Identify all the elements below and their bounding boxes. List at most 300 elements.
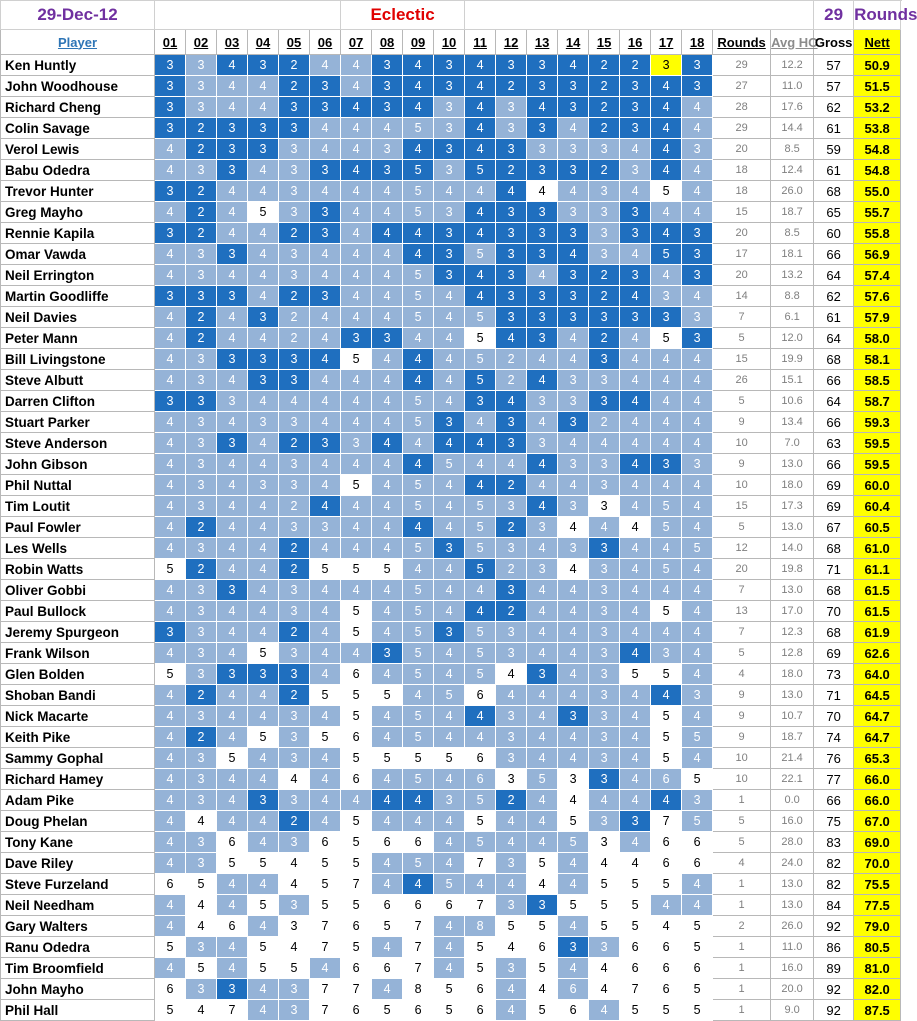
rounds-played: 15 bbox=[713, 202, 771, 223]
hole-score: 5 bbox=[403, 664, 434, 685]
table-row bbox=[1, 328, 901, 349]
table-row bbox=[1, 832, 901, 853]
hole-score: 3 bbox=[496, 265, 527, 286]
hole-score: 3 bbox=[186, 370, 217, 391]
hole-score: 4 bbox=[403, 559, 434, 580]
hole-score: 3 bbox=[496, 202, 527, 223]
nett-score: 82.0 bbox=[854, 979, 901, 1000]
hole-score: 4 bbox=[651, 202, 682, 223]
gross-score: 63 bbox=[814, 433, 854, 454]
hole-score: 3 bbox=[186, 580, 217, 601]
hole-score: 3 bbox=[434, 118, 465, 139]
table-row bbox=[1, 706, 901, 727]
hole-score: 3 bbox=[465, 391, 496, 412]
hole-score: 6 bbox=[682, 832, 713, 853]
hole-score: 2 bbox=[589, 97, 620, 118]
table-row bbox=[1, 454, 901, 475]
hole-score: 4 bbox=[620, 832, 651, 853]
hole-score: 6 bbox=[620, 958, 651, 979]
hole-score: 4 bbox=[620, 706, 651, 727]
hole-score: 3 bbox=[589, 727, 620, 748]
rounds-played: 20 bbox=[713, 139, 771, 160]
gross-score: 66 bbox=[814, 412, 854, 433]
gross-score: 77 bbox=[814, 769, 854, 790]
hole-score: 4 bbox=[558, 874, 589, 895]
hole-score: 4 bbox=[434, 370, 465, 391]
hole-score: 2 bbox=[279, 559, 310, 580]
player-name: Steve Furzeland bbox=[1, 874, 155, 895]
hole-score: 4 bbox=[620, 370, 651, 391]
hole-header: 01 bbox=[155, 30, 186, 55]
hole-score: 3 bbox=[496, 97, 527, 118]
rounds-played: 7 bbox=[713, 307, 771, 328]
table-row bbox=[1, 475, 901, 496]
hole-score: 3 bbox=[682, 328, 713, 349]
hole-score: 5 bbox=[620, 664, 651, 685]
hole-score: 3 bbox=[589, 139, 620, 160]
hole-score: 7 bbox=[310, 979, 341, 1000]
hole-score: 3 bbox=[496, 748, 527, 769]
gross-score: 64 bbox=[814, 391, 854, 412]
hole-score: 3 bbox=[558, 454, 589, 475]
hole-score: 3 bbox=[589, 349, 620, 370]
hole-score: 3 bbox=[186, 664, 217, 685]
hole-score: 2 bbox=[279, 433, 310, 454]
hole-score: 3 bbox=[279, 916, 310, 937]
nett-score: 87.5 bbox=[854, 1000, 901, 1021]
hole-score: 4 bbox=[651, 538, 682, 559]
hole-score: 4 bbox=[620, 244, 651, 265]
hole-score: 4 bbox=[403, 790, 434, 811]
table-row bbox=[1, 643, 901, 664]
hole-score: 3 bbox=[434, 160, 465, 181]
nett-score: 61.0 bbox=[854, 538, 901, 559]
hole-score: 4 bbox=[651, 370, 682, 391]
rounds-count: 29 bbox=[814, 1, 854, 30]
table-row bbox=[1, 601, 901, 622]
hole-score: 4 bbox=[589, 979, 620, 1000]
hole-score: 3 bbox=[248, 475, 279, 496]
hole-header: 03 bbox=[217, 30, 248, 55]
hole-score: 4 bbox=[465, 874, 496, 895]
hole-header: 09 bbox=[403, 30, 434, 55]
hole-score: 4 bbox=[155, 265, 186, 286]
player-name: Tony Kane bbox=[1, 832, 155, 853]
hole-score: 5 bbox=[155, 664, 186, 685]
gross-score: 57 bbox=[814, 76, 854, 97]
rounds-played: 1 bbox=[713, 937, 771, 958]
hole-score: 4 bbox=[527, 832, 558, 853]
nett-score: 79.0 bbox=[854, 916, 901, 937]
hole-score: 4 bbox=[403, 517, 434, 538]
hole-score: 4 bbox=[434, 181, 465, 202]
hole-score: 3 bbox=[496, 727, 527, 748]
hole-score: 4 bbox=[651, 349, 682, 370]
hole-score: 5 bbox=[651, 706, 682, 727]
hole-score: 3 bbox=[186, 244, 217, 265]
hole-score: 3 bbox=[186, 496, 217, 517]
hole-score: 4 bbox=[465, 97, 496, 118]
hole-score: 4 bbox=[217, 895, 248, 916]
hole-score: 7 bbox=[310, 916, 341, 937]
hole-score: 4 bbox=[651, 139, 682, 160]
hole-score: 4 bbox=[248, 874, 279, 895]
hole-header: 10 bbox=[434, 30, 465, 55]
hole-score: 3 bbox=[496, 622, 527, 643]
hole-score: 4 bbox=[310, 601, 341, 622]
hole-score: 4 bbox=[341, 55, 372, 76]
hole-score: 4 bbox=[341, 160, 372, 181]
hole-score: 4 bbox=[155, 454, 186, 475]
player-name: Keith Pike bbox=[1, 727, 155, 748]
hole-score: 3 bbox=[279, 265, 310, 286]
avg-handicap: 8.8 bbox=[771, 286, 814, 307]
hole-score: 6 bbox=[434, 895, 465, 916]
hole-score: 4 bbox=[372, 496, 403, 517]
hole-score: 3 bbox=[186, 937, 217, 958]
hole-score: 4 bbox=[341, 286, 372, 307]
gross-score: 64 bbox=[814, 265, 854, 286]
hole-score: 4 bbox=[186, 916, 217, 937]
hole-score: 4 bbox=[310, 664, 341, 685]
hole-score: 3 bbox=[217, 118, 248, 139]
hole-score: 4 bbox=[217, 643, 248, 664]
rounds-played: 1 bbox=[713, 979, 771, 1000]
hole-score: 3 bbox=[248, 349, 279, 370]
avg-handicap: 11.0 bbox=[771, 76, 814, 97]
hole-score: 5 bbox=[155, 937, 186, 958]
hole-score: 5 bbox=[310, 727, 341, 748]
hole-score: 4 bbox=[403, 97, 434, 118]
hole-score: 5 bbox=[372, 685, 403, 706]
rounds-played: 29 bbox=[713, 118, 771, 139]
nett-score: 50.9 bbox=[854, 55, 901, 76]
hole-score: 7 bbox=[310, 1000, 341, 1021]
hole-score: 5 bbox=[434, 454, 465, 475]
hole-score: 3 bbox=[434, 412, 465, 433]
hole-score: 3 bbox=[186, 412, 217, 433]
hole-score: 5 bbox=[527, 958, 558, 979]
avg-handicap: 13.0 bbox=[771, 895, 814, 916]
hole-score: 3 bbox=[589, 664, 620, 685]
hole-score: 6 bbox=[372, 895, 403, 916]
hole-score: 5 bbox=[465, 664, 496, 685]
avg-handicap: 22.1 bbox=[771, 769, 814, 790]
player-name: Tim Loutit bbox=[1, 496, 155, 517]
player-name: John Gibson bbox=[1, 454, 155, 475]
hole-score: 4 bbox=[310, 748, 341, 769]
avg-handicap: 16.0 bbox=[771, 958, 814, 979]
hole-score: 3 bbox=[496, 706, 527, 727]
avg-handicap: 8.5 bbox=[771, 223, 814, 244]
hole-score: 6 bbox=[341, 727, 372, 748]
hole-score: 3 bbox=[589, 937, 620, 958]
avg-handicap: 19.9 bbox=[771, 349, 814, 370]
hole-score: 4 bbox=[248, 454, 279, 475]
hole-score: 5 bbox=[341, 475, 372, 496]
hole-score: 4 bbox=[496, 181, 527, 202]
hole-score: 3 bbox=[558, 76, 589, 97]
hole-score: 5 bbox=[372, 748, 403, 769]
hole-score: 4 bbox=[620, 454, 651, 475]
rounds-played: 7 bbox=[713, 622, 771, 643]
hole-score: 4 bbox=[372, 307, 403, 328]
hole-score: 4 bbox=[527, 349, 558, 370]
table-row bbox=[1, 97, 901, 118]
table-row bbox=[1, 580, 901, 601]
hole-score: 5 bbox=[248, 727, 279, 748]
hole-score: 5 bbox=[403, 580, 434, 601]
hole-score: 3 bbox=[217, 286, 248, 307]
hole-score: 3 bbox=[527, 160, 558, 181]
hole-score: 3 bbox=[186, 286, 217, 307]
hole-score: 4 bbox=[155, 517, 186, 538]
gross-score: 84 bbox=[814, 895, 854, 916]
hole-score: 4 bbox=[341, 580, 372, 601]
hole-score: 5 bbox=[341, 895, 372, 916]
hole-score: 4 bbox=[434, 349, 465, 370]
hole-score: 4 bbox=[217, 412, 248, 433]
rounds-played: 9 bbox=[713, 706, 771, 727]
nett-score: 60.4 bbox=[854, 496, 901, 517]
hole-score: 4 bbox=[434, 580, 465, 601]
hole-score: 4 bbox=[558, 118, 589, 139]
hole-score: 3 bbox=[620, 76, 651, 97]
hole-score: 3 bbox=[496, 55, 527, 76]
hole-score: 4 bbox=[620, 391, 651, 412]
hole-score: 3 bbox=[558, 706, 589, 727]
table-row bbox=[1, 685, 901, 706]
hole-score: 3 bbox=[558, 223, 589, 244]
rounds-played: 18 bbox=[713, 181, 771, 202]
hole-score: 3 bbox=[558, 160, 589, 181]
table-row bbox=[1, 937, 901, 958]
hole-score: 3 bbox=[186, 790, 217, 811]
hole-score: 4 bbox=[310, 706, 341, 727]
hole-score: 4 bbox=[217, 937, 248, 958]
hole-score: 4 bbox=[372, 769, 403, 790]
hole-score: 3 bbox=[496, 223, 527, 244]
hole-score: 4 bbox=[155, 349, 186, 370]
hole-score: 3 bbox=[186, 706, 217, 727]
hole-score: 5 bbox=[341, 748, 372, 769]
avg-handicap: 13.0 bbox=[771, 874, 814, 895]
nett-score: 53.8 bbox=[854, 118, 901, 139]
hole-score: 3 bbox=[186, 748, 217, 769]
rounds-played: 20 bbox=[713, 559, 771, 580]
hole-score: 5 bbox=[589, 895, 620, 916]
hole-score: 3 bbox=[558, 202, 589, 223]
avg-handicap: 18.0 bbox=[771, 664, 814, 685]
hole-score: 4 bbox=[372, 223, 403, 244]
nett-score: 61.5 bbox=[854, 601, 901, 622]
table-row bbox=[1, 139, 901, 160]
hole-score: 6 bbox=[651, 853, 682, 874]
hole-score: 5 bbox=[248, 853, 279, 874]
table-row bbox=[1, 433, 901, 454]
hole-score: 3 bbox=[434, 139, 465, 160]
table-row bbox=[1, 181, 901, 202]
gross-score: 67 bbox=[814, 517, 854, 538]
hole-score: 3 bbox=[682, 223, 713, 244]
hole-score: 5 bbox=[310, 895, 341, 916]
avg-handicap: 17.3 bbox=[771, 496, 814, 517]
hole-score: 4 bbox=[248, 97, 279, 118]
hole-score: 3 bbox=[558, 496, 589, 517]
gross-score: 66 bbox=[814, 454, 854, 475]
hole-score: 3 bbox=[279, 706, 310, 727]
hole-score: 3 bbox=[248, 664, 279, 685]
hole-score: 4 bbox=[620, 349, 651, 370]
hole-score: 4 bbox=[248, 160, 279, 181]
hole-score: 4 bbox=[310, 265, 341, 286]
hole-score: 4 bbox=[248, 517, 279, 538]
gross-score: 64 bbox=[814, 328, 854, 349]
hole-score: 3 bbox=[620, 118, 651, 139]
hole-score: 3 bbox=[186, 454, 217, 475]
hole-score: 4 bbox=[558, 181, 589, 202]
gross-score: 69 bbox=[814, 643, 854, 664]
hole-score: 3 bbox=[589, 307, 620, 328]
hole-score: 3 bbox=[620, 202, 651, 223]
hole-score: 3 bbox=[372, 643, 403, 664]
hole-score: 4 bbox=[248, 916, 279, 937]
hole-score: 3 bbox=[651, 643, 682, 664]
hole-score: 5 bbox=[651, 664, 682, 685]
hole-score: 3 bbox=[496, 118, 527, 139]
hole-score: 3 bbox=[682, 265, 713, 286]
hole-score: 4 bbox=[496, 391, 527, 412]
hole-score: 5 bbox=[620, 916, 651, 937]
hole-header: 14 bbox=[558, 30, 589, 55]
player-name: Adam Pike bbox=[1, 790, 155, 811]
hole-score: 4 bbox=[434, 832, 465, 853]
player-name: Jeremy Spurgeon bbox=[1, 622, 155, 643]
nett-score: 64.7 bbox=[854, 706, 901, 727]
hole-score: 3 bbox=[186, 538, 217, 559]
hole-score: 6 bbox=[465, 748, 496, 769]
hole-score: 4 bbox=[465, 601, 496, 622]
hole-score: 2 bbox=[186, 685, 217, 706]
gross-score: 62 bbox=[814, 97, 854, 118]
hole-score: 4 bbox=[682, 181, 713, 202]
hole-score: 6 bbox=[403, 1000, 434, 1021]
hole-score: 2 bbox=[589, 118, 620, 139]
hole-score: 3 bbox=[186, 622, 217, 643]
hole-score: 3 bbox=[279, 118, 310, 139]
hole-score: 4 bbox=[372, 622, 403, 643]
hole-score: 3 bbox=[682, 454, 713, 475]
hole-score: 2 bbox=[589, 286, 620, 307]
gross-score: 66 bbox=[814, 790, 854, 811]
hole-score: 5 bbox=[651, 748, 682, 769]
hole-score: 3 bbox=[434, 244, 465, 265]
hole-score: 3 bbox=[186, 97, 217, 118]
hole-score: 4 bbox=[217, 601, 248, 622]
nett-score: 56.9 bbox=[854, 244, 901, 265]
hole-score: 3 bbox=[248, 370, 279, 391]
hole-score: 4 bbox=[155, 643, 186, 664]
hole-score: 4 bbox=[310, 328, 341, 349]
header-row bbox=[1, 30, 901, 55]
hole-score: 4 bbox=[186, 811, 217, 832]
hole-score: 4 bbox=[620, 475, 651, 496]
nett-score: 60.5 bbox=[854, 517, 901, 538]
hole-score: 4 bbox=[248, 706, 279, 727]
hole-score: 2 bbox=[279, 328, 310, 349]
hole-score: 5 bbox=[155, 559, 186, 580]
hole-score: 5 bbox=[651, 517, 682, 538]
hole-score: 4 bbox=[217, 202, 248, 223]
rounds-header: Rounds bbox=[713, 30, 771, 55]
table-row bbox=[1, 265, 901, 286]
hole-score: 3 bbox=[589, 454, 620, 475]
hole-score: 4 bbox=[217, 181, 248, 202]
hole-score: 4 bbox=[465, 412, 496, 433]
nett-score: 55.0 bbox=[854, 181, 901, 202]
hole-score: 4 bbox=[186, 1000, 217, 1021]
hole-score: 2 bbox=[496, 370, 527, 391]
hole-score: 3 bbox=[496, 307, 527, 328]
hole-score: 4 bbox=[465, 706, 496, 727]
hole-score: 2 bbox=[589, 265, 620, 286]
player-name: Omar Vawda bbox=[1, 244, 155, 265]
hole-score: 4 bbox=[310, 391, 341, 412]
hole-score: 3 bbox=[279, 979, 310, 1000]
hole-score: 4 bbox=[372, 664, 403, 685]
hole-score: 4 bbox=[372, 118, 403, 139]
hole-score: 3 bbox=[527, 307, 558, 328]
table-row bbox=[1, 496, 901, 517]
hole-score: 4 bbox=[372, 454, 403, 475]
hole-score: 3 bbox=[279, 139, 310, 160]
hole-score: 4 bbox=[434, 958, 465, 979]
hole-score: 3 bbox=[527, 76, 558, 97]
hole-score: 4 bbox=[155, 811, 186, 832]
hole-score: 4 bbox=[155, 706, 186, 727]
hole-score: 4 bbox=[465, 433, 496, 454]
hole-score: 7 bbox=[341, 874, 372, 895]
hole-score: 4 bbox=[217, 223, 248, 244]
hole-score: 3 bbox=[558, 391, 589, 412]
hole-score: 4 bbox=[682, 748, 713, 769]
gross-score: 74 bbox=[814, 727, 854, 748]
hole-score: 5 bbox=[403, 643, 434, 664]
hole-score: 5 bbox=[558, 832, 589, 853]
hole-score: 5 bbox=[403, 181, 434, 202]
avg-handicap: 10.7 bbox=[771, 706, 814, 727]
hole-score: 3 bbox=[589, 643, 620, 664]
hole-score: 2 bbox=[279, 55, 310, 76]
hole-score: 3 bbox=[279, 181, 310, 202]
hole-score: 4 bbox=[558, 328, 589, 349]
hole-score: 4 bbox=[217, 370, 248, 391]
hole-score: 5 bbox=[403, 622, 434, 643]
hole-score: 5 bbox=[310, 874, 341, 895]
rounds-played: 10 bbox=[713, 475, 771, 496]
hole-score: 4 bbox=[248, 244, 279, 265]
hole-score: 5 bbox=[682, 979, 713, 1000]
hole-score: 4 bbox=[341, 391, 372, 412]
hole-score: 4 bbox=[682, 664, 713, 685]
nett-score: 54.8 bbox=[854, 160, 901, 181]
hole-score: 5 bbox=[651, 601, 682, 622]
hole-score: 3 bbox=[310, 517, 341, 538]
hole-score: 3 bbox=[217, 139, 248, 160]
hole-score: 4 bbox=[434, 601, 465, 622]
hole-score: 3 bbox=[155, 118, 186, 139]
rounds-played: 18 bbox=[713, 160, 771, 181]
